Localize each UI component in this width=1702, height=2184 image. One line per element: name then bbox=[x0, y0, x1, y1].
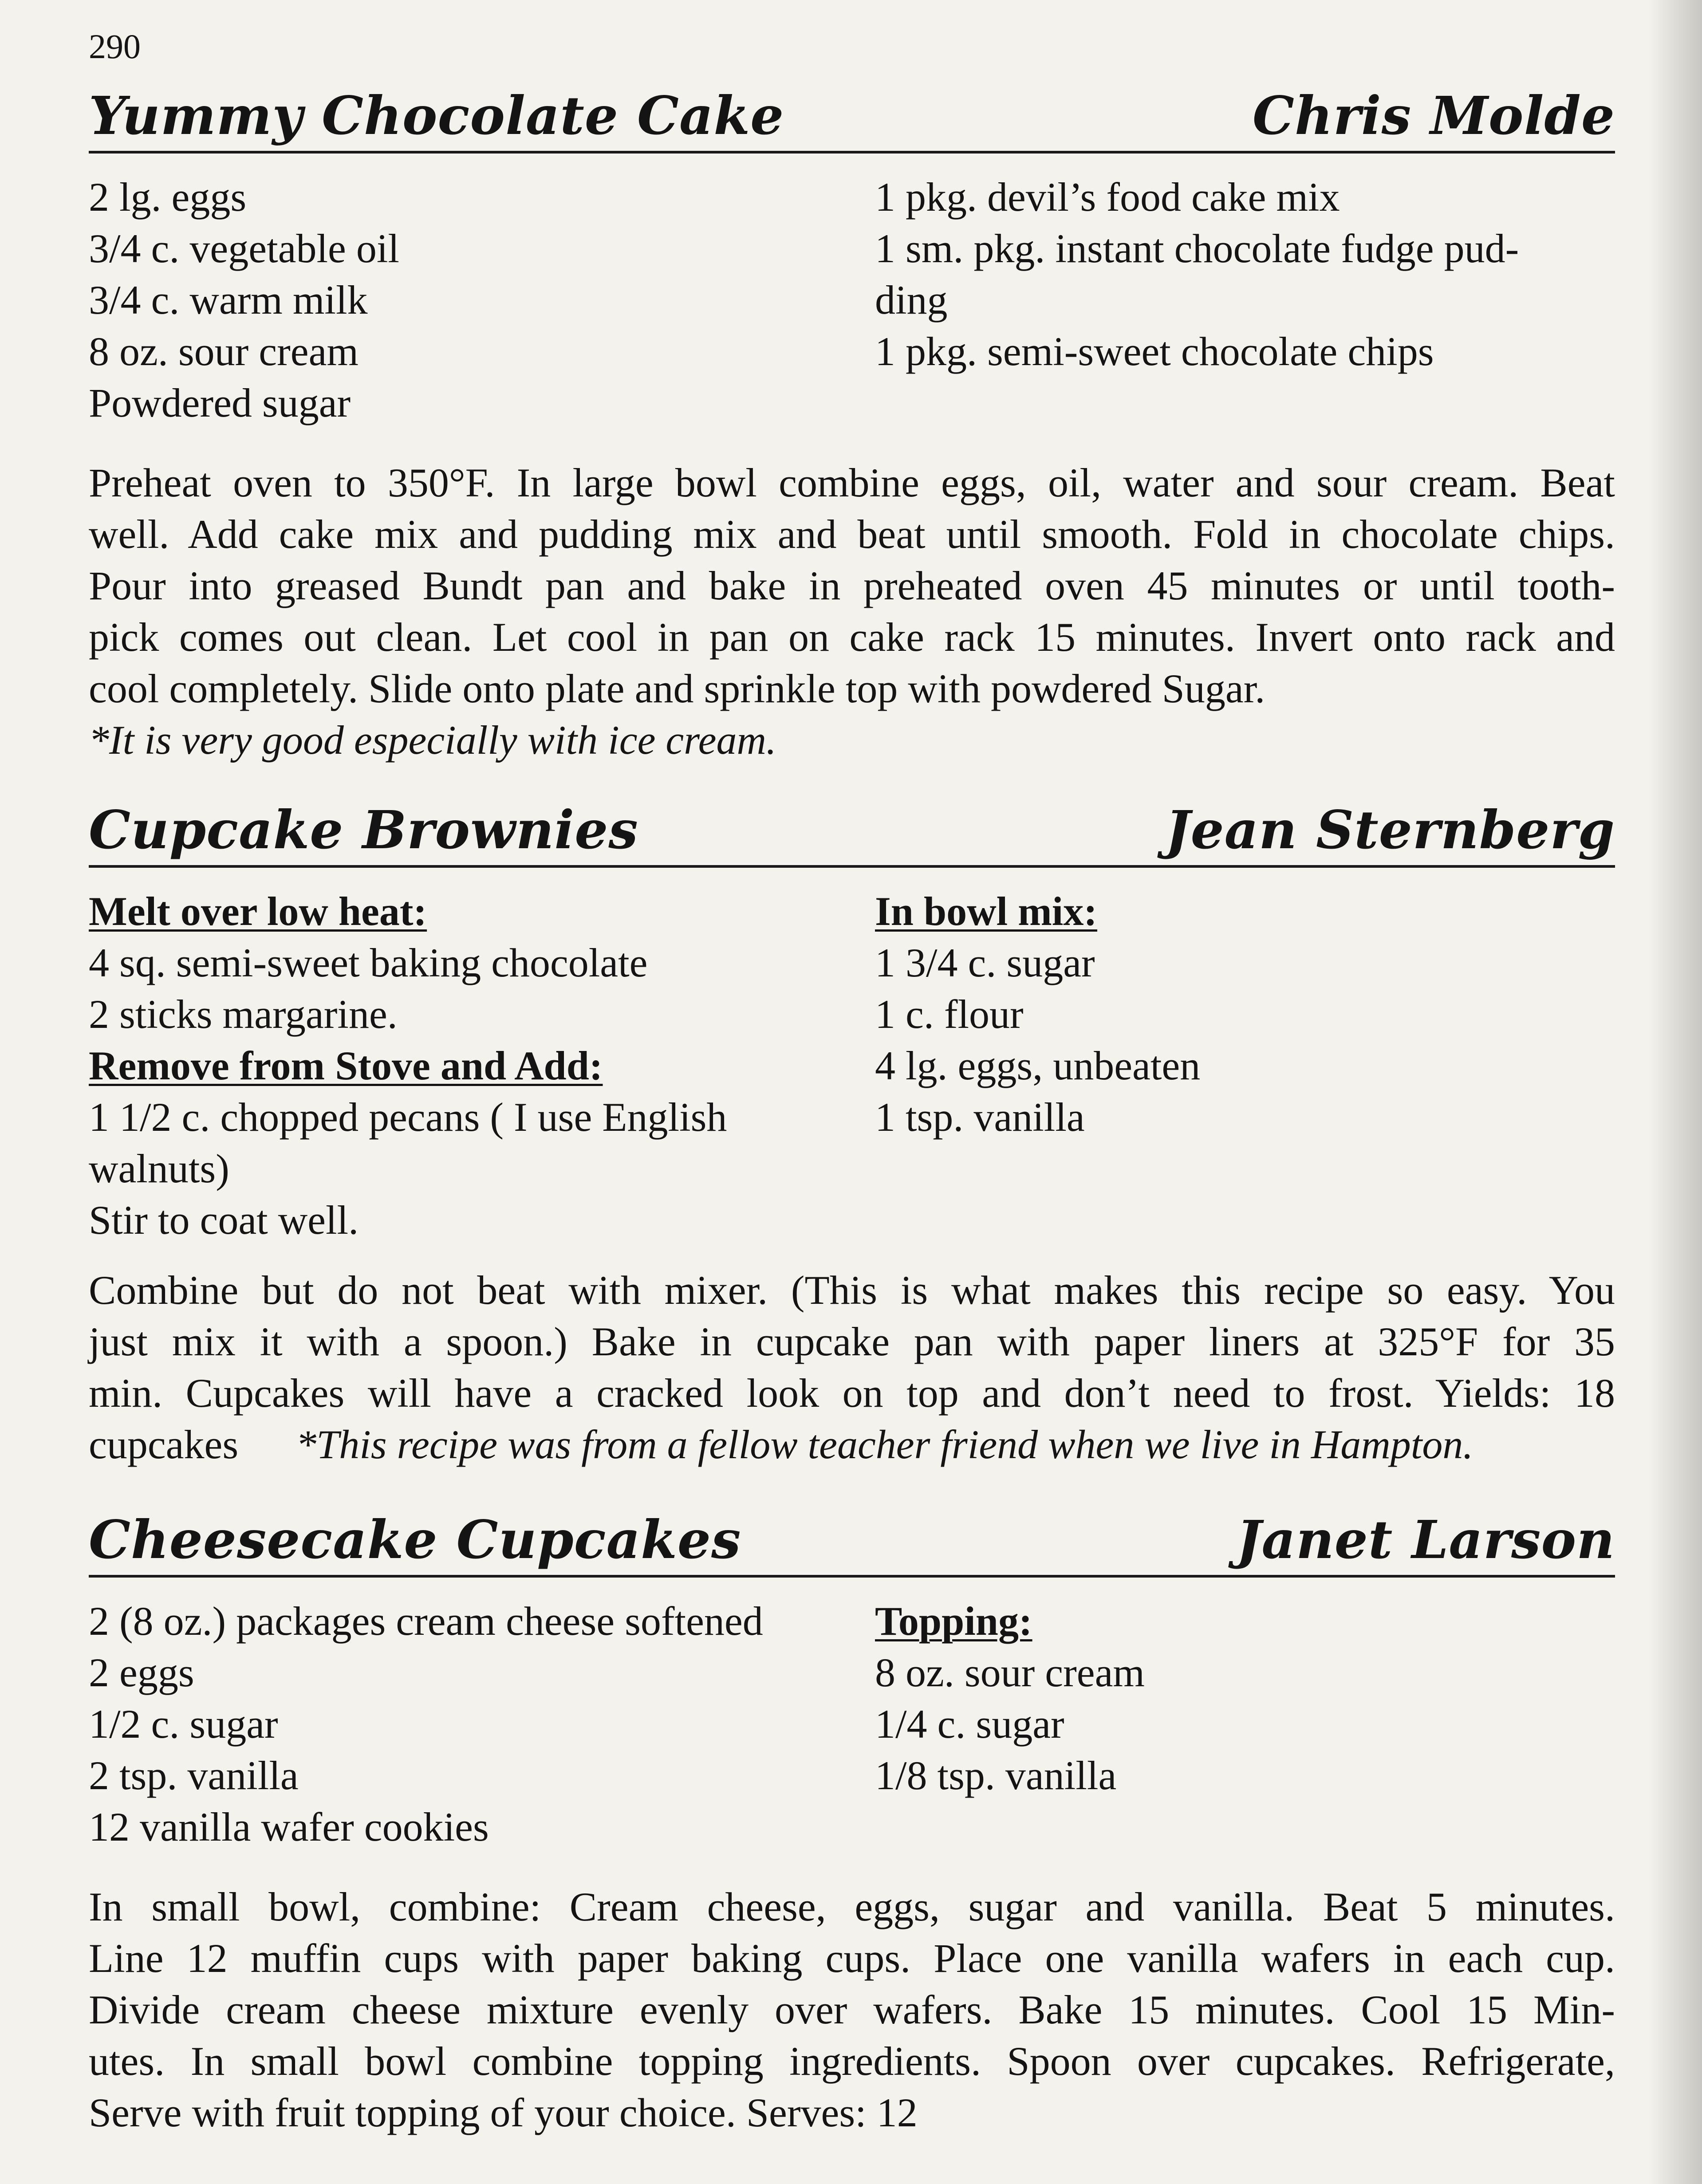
direction-line: min. Cupcakes will have a cracked look on top and don’t need to frost. Yields: 18 bbox=[89, 1370, 1615, 1416]
recipe-header bbox=[89, 1504, 1615, 1578]
ingredient: 3/4 c. vegetable oil bbox=[89, 226, 399, 271]
direction-line: utes. In small bowl combine topping ingredients. Spoon over cupcakes. Refrigerate, bbox=[89, 2038, 1615, 2084]
section-subheading: In bowl mix: bbox=[875, 889, 1097, 934]
section-subheading: Remove from Stove and Add: bbox=[89, 1043, 603, 1088]
direction-line: Divide cream cheese mixture evenly over wafers. Bake 15 minutes. Cool 15 Min- bbox=[89, 1987, 1615, 2032]
recipe-author: Chris Molde bbox=[1253, 85, 1615, 146]
ingredient: 4 lg. eggs, unbeaten bbox=[875, 1043, 1201, 1088]
ingredients bbox=[89, 1595, 1615, 1861]
direction-line: just mix it with a spoon.) Bake in cupcake pan with paper liners at 325°F for 35 bbox=[89, 1319, 1615, 1364]
direction-line: pick comes out clean. Let cool in pan on cake rack 15 minutes. Invert onto rack and bbox=[89, 614, 1615, 660]
direction-line bbox=[89, 1419, 1615, 1470]
direction-line: Line 12 muffin cups with paper baking cups. Place one vanilla wafers in each cup. bbox=[89, 1936, 1615, 1981]
ingredient: 1 tsp. vanilla bbox=[875, 1094, 1085, 1140]
ingredient: 2 lg. eggs bbox=[89, 174, 247, 220]
ingredient: 1/8 tsp. vanilla bbox=[875, 1753, 1117, 1798]
recipe-note: *It is very good especially with ice cream. bbox=[89, 717, 776, 763]
recipe-cheesecake-cupcakes bbox=[89, 1504, 1615, 2135]
page-number: 290 bbox=[89, 27, 141, 66]
ingredients-right bbox=[875, 171, 1629, 377]
ingredient: 1 pkg. semi-sweet chocolate chips bbox=[875, 329, 1434, 374]
recipe-yummy-chocolate-cake bbox=[89, 80, 1615, 763]
recipe-author: Janet Larson bbox=[1236, 1509, 1615, 1570]
recipe-cupcake-brownies bbox=[89, 794, 1615, 1467]
recipe-header bbox=[89, 80, 1615, 153]
directions bbox=[89, 1264, 1615, 1470]
directions bbox=[89, 457, 1615, 766]
ingredients-left bbox=[89, 1595, 843, 1853]
ingredients bbox=[89, 885, 1615, 1249]
ingredient: Powdered sugar bbox=[89, 380, 351, 425]
direction-line: cool completely. Slide onto plate and sprinkle top with powdered Sugar. bbox=[89, 666, 1265, 711]
ingredient: 1 3/4 c. sugar bbox=[875, 940, 1095, 985]
section-subheading: Melt over low heat: bbox=[89, 889, 427, 934]
page-edge-shadow bbox=[1649, 0, 1702, 2184]
ingredient: 2 sticks margarine. bbox=[89, 992, 398, 1037]
ingredient: ding bbox=[875, 277, 948, 323]
ingredient: 1 pkg. devil’s food cake mix bbox=[875, 174, 1340, 220]
ingredient: 3/4 c. warm milk bbox=[89, 277, 368, 323]
ingredient: 1/4 c. sugar bbox=[875, 1701, 1064, 1747]
recipe-title: Yummy Chocolate Cake bbox=[89, 85, 784, 146]
direction-line: In small bowl, combine: Cream cheese, eggs, sugar and vanilla. Beat 5 minutes. bbox=[89, 1884, 1615, 1929]
ingredient: 8 oz. sour cream bbox=[875, 1650, 1145, 1695]
ingredient: 1 1/2 c. chopped pecans ( I use English bbox=[89, 1094, 727, 1140]
ingredient: Stir to coat well. bbox=[89, 1197, 359, 1243]
direction-line: well. Add cake mix and pudding mix and beat until smooth. Fold in chocolate chips. bbox=[89, 512, 1615, 557]
ingredient: 2 (8 oz.) packages cream cheese softened bbox=[89, 1598, 763, 1644]
ingredients-left bbox=[89, 885, 843, 1246]
recipe-title: Cupcake Brownies bbox=[89, 799, 638, 861]
direction-text: cupcakes bbox=[89, 1422, 239, 1467]
direction-line: Combine but do not beat with mixer. (This is what makes this recipe so easy. You bbox=[89, 1267, 1615, 1313]
ingredient: 2 eggs bbox=[89, 1650, 194, 1695]
ingredient: 1/2 c. sugar bbox=[89, 1701, 278, 1747]
recipe-title: Cheesecake Cupcakes bbox=[89, 1509, 741, 1570]
section-subheading: Topping: bbox=[875, 1598, 1032, 1644]
ingredient: walnuts) bbox=[89, 1146, 229, 1191]
ingredient: 4 sq. semi-sweet baking chocolate bbox=[89, 940, 648, 985]
ingredients-right bbox=[875, 1595, 1629, 1801]
direction-line: Pour into greased Bundt pan and bake in preheated oven 45 minutes or until tooth- bbox=[89, 563, 1615, 608]
ingredient: 1 sm. pkg. instant chocolate fudge pud- bbox=[875, 226, 1519, 271]
recipe-author: Jean Sternberg bbox=[1165, 799, 1615, 861]
recipe-header bbox=[89, 794, 1615, 868]
directions bbox=[89, 1881, 1615, 2138]
recipe-note: *This recipe was from a fellow teacher friend when we live in Hampton. bbox=[296, 1422, 1473, 1467]
ingredient: 1 c. flour bbox=[875, 992, 1024, 1037]
direction-line: Preheat oven to 350°F. In large bowl combine eggs, oil, water and sour cream. Beat bbox=[89, 460, 1615, 505]
ingredient: 12 vanilla wafer cookies bbox=[89, 1804, 489, 1850]
ingredients bbox=[89, 171, 1615, 437]
ingredient: 2 tsp. vanilla bbox=[89, 1753, 299, 1798]
ingredients-left bbox=[89, 171, 843, 429]
direction-line: Serve with fruit topping of your choice. Serves: 12 bbox=[89, 2090, 918, 2135]
ingredient: 8 oz. sour cream bbox=[89, 329, 359, 374]
ingredients-right bbox=[875, 885, 1629, 1143]
